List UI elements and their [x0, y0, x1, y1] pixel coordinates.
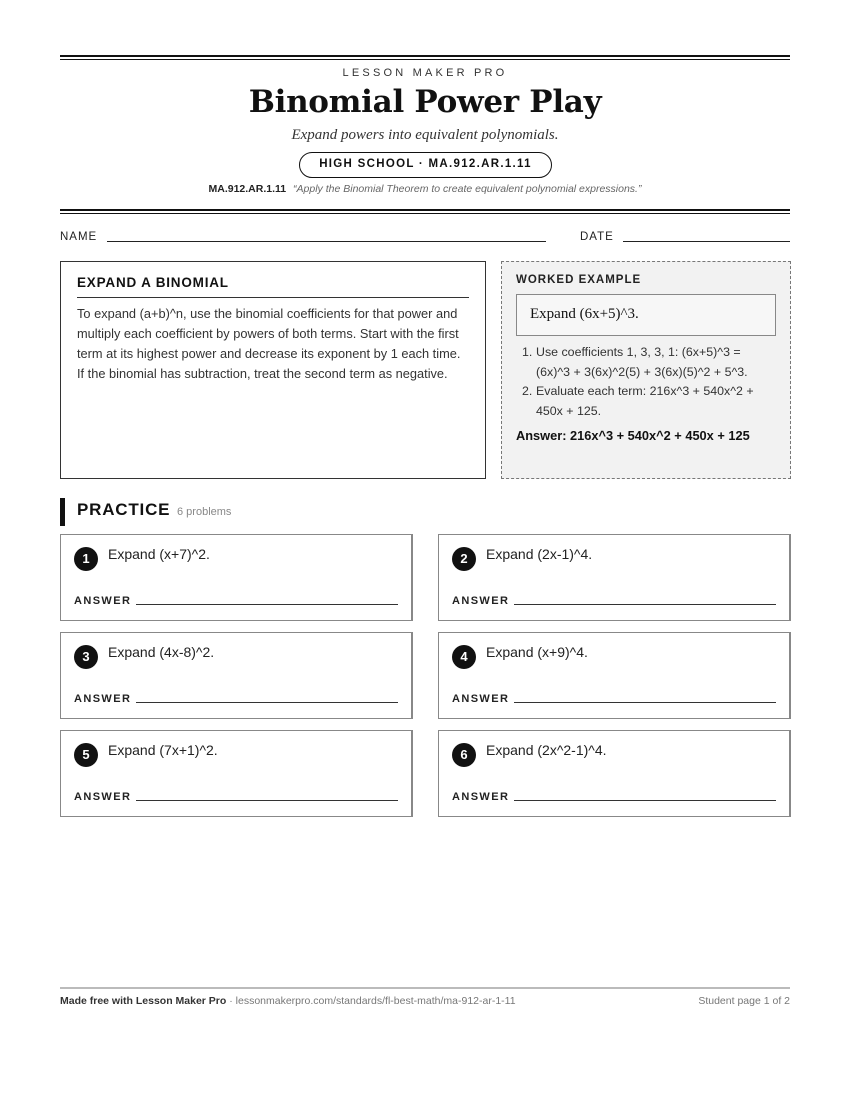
answer-label: ANSWER: [74, 595, 132, 607]
problem-prompt: Expand (4x-8)^2.: [108, 644, 215, 660]
header-bottom-rule: [60, 209, 790, 214]
worksheet-title: Binomial Power Play: [248, 84, 602, 120]
worked-example-box: [501, 261, 791, 479]
answer-label: ANSWER: [452, 791, 510, 803]
practice-heading: PRACTICE: [77, 500, 171, 519]
date-label: DATE: [580, 231, 614, 243]
expand-binomial-text: To expand (a+b)^n, use the binomial coefficients for that power and multiply each coefficient by powers of both terms. Start with the first term at its highest power and decrease its exponent by 1 each time. If the binomial has subtraction, treat the second term as negative.: [77, 306, 461, 381]
footer-credit: [60, 995, 516, 1007]
worked-example-steps: [516, 343, 776, 421]
answer-label: ANSWER: [74, 693, 132, 705]
expand-binomial-title: EXPAND A BINOMIAL: [77, 275, 469, 298]
footer-url[interactable]: · lessonmakerpro.com/standards/fl-best-math/ma-912-ar-1-11: [226, 995, 516, 1007]
problem-prompt: Expand (x+7)^2.: [108, 546, 210, 562]
problem-prompt: Expand (7x+1)^2.: [108, 742, 218, 758]
footer-rule: [60, 987, 790, 989]
problem-number: 3: [74, 645, 98, 669]
standard-quote: “Apply the Binomial Theorem to create equivalent polynomial expressions.”: [293, 183, 642, 195]
footer-brand: Made free with Lesson Maker Pro: [60, 995, 227, 1007]
worked-example-problem: Expand (6x+5)^3.: [516, 294, 776, 336]
name-label: NAME: [60, 231, 98, 243]
name-field[interactable]: [107, 241, 546, 242]
problem-prompt: Expand (x+9)^4.: [486, 644, 588, 660]
answer-label: ANSWER: [74, 791, 132, 803]
problem-card: [60, 730, 413, 817]
problem-card: [60, 534, 413, 621]
standard-description: [0, 183, 850, 195]
problem-card: [438, 730, 791, 817]
answer-label: ANSWER: [452, 693, 510, 705]
answer-field[interactable]: [514, 800, 776, 801]
practice-accent-bar: [60, 498, 65, 526]
answer-field[interactable]: [136, 800, 398, 801]
brand-eyebrow: LESSON MAKER PRO: [342, 67, 508, 79]
problem-card: [60, 632, 413, 719]
header-top-rule: [60, 55, 790, 60]
worked-step: 2. Evaluate each term: 216x^3 + 540x^2 + 450x + 125.: [522, 384, 754, 418]
problem-number: 5: [74, 743, 98, 767]
worksheet-subtitle: Expand powers into equivalent polynomials.: [291, 127, 559, 143]
worked-step: 1. Use coefficients 1, 3, 3, 1: (6x+5)^3 = (6x)^3 + 3(6x)^2(5) + 3(6x)(5)^2 + 5^3.: [522, 345, 748, 379]
footer-page-number: Student page 1 of 2: [698, 995, 790, 1007]
answer-label: ANSWER: [452, 595, 510, 607]
standard-code: MA.912.AR.1.11: [208, 183, 287, 195]
expand-binomial-box: [60, 261, 486, 479]
worked-example-title: WORKED EXAMPLE: [516, 274, 642, 286]
date-field[interactable]: [623, 241, 790, 242]
grade-standard-pill: HIGH SCHOOL · MA.912.AR.1.11: [299, 152, 552, 178]
problem-number: 4: [452, 645, 476, 669]
problem-card: [438, 632, 791, 719]
worked-example-answer: Answer: 216x^3 + 540x^2 + 450x + 125: [516, 428, 750, 443]
practice-count: 6 problems: [177, 506, 232, 518]
answer-field[interactable]: [136, 702, 398, 703]
problem-number: 6: [452, 743, 476, 767]
problem-prompt: Expand (2x-1)^4.: [486, 546, 593, 562]
answer-field[interactable]: [136, 604, 398, 605]
problem-prompt: Expand (2x^2-1)^4.: [486, 742, 607, 758]
problem-number: 1: [74, 547, 98, 571]
problem-card: [438, 534, 791, 621]
answer-field[interactable]: [514, 702, 776, 703]
problem-number: 2: [452, 547, 476, 571]
answer-field[interactable]: [514, 604, 776, 605]
